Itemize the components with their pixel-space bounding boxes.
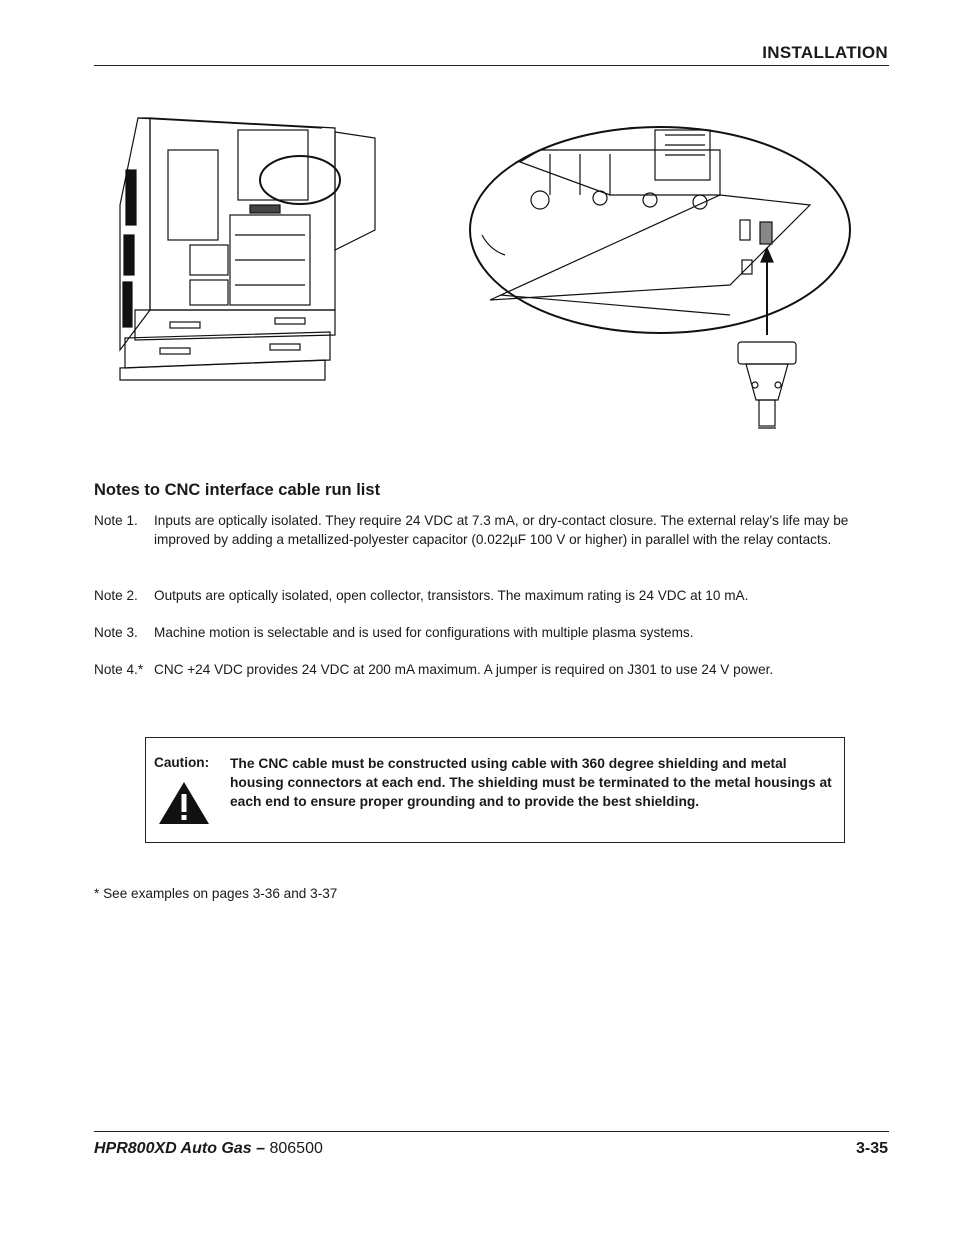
header-title: INSTALLATION [762, 43, 888, 62]
caution-text: The CNC cable must be constructed using cable with 360 degree shielding and metal housing connectors at each end. The shielding must be terminated to the metal housings at each end to ensure proper grounding and to provide the best shielding. [230, 756, 832, 809]
note-4 [94, 660, 890, 679]
note-label: Note 4.* [94, 662, 144, 677]
section-title: Notes to CNC interface cable run list [94, 481, 381, 499]
note-text: Machine motion is selectable and is used for configurations with multiple plasma systems. [154, 625, 694, 640]
page-number: 3-35 [855, 1140, 888, 1157]
power-supply-cabinet-drawing [120, 118, 375, 380]
footer-rule [94, 1131, 889, 1132]
note-2 [94, 586, 890, 605]
warning-triangle-icon [157, 780, 211, 826]
product-name: HPR800XD Auto Gas [94, 1140, 252, 1157]
note-text: CNC +24 VDC provides 24 VDC at 200 mA maximum. A jumper is required on J301 to use 24 V power. [154, 662, 774, 677]
note-label: Note 3. [94, 625, 138, 640]
footnote: * See examples on pages 3-36 and 3-37 [94, 886, 338, 901]
note-3 [94, 623, 890, 642]
part-number: 806500 [269, 1140, 323, 1157]
zoom-detail-drawing [470, 127, 850, 333]
caution-label: Caution: [154, 755, 210, 770]
note-1 [94, 511, 890, 549]
footer-left [94, 1140, 323, 1158]
note-label: Note 1. [94, 513, 138, 528]
note-text: Inputs are optically isolated. They require 24 VDC at 7.3 mA, or dry-contact closure. The external relay’s life may be improved by adding a metallized-polyester capacitor (0.022µF 100 V or higher) in parallel with the relay contacts. [154, 513, 849, 547]
caution-box [145, 737, 845, 843]
cnc-connector-figure [110, 110, 870, 440]
footer-dash: – [256, 1140, 266, 1157]
cnc-cable-connector-drawing [738, 248, 796, 428]
note-label: Note 2. [94, 588, 138, 603]
note-text: Outputs are optically isolated, open collector, transistors. The maximum rating is 24 VDC at 10 mA. [154, 588, 749, 603]
header-rule [94, 65, 889, 66]
